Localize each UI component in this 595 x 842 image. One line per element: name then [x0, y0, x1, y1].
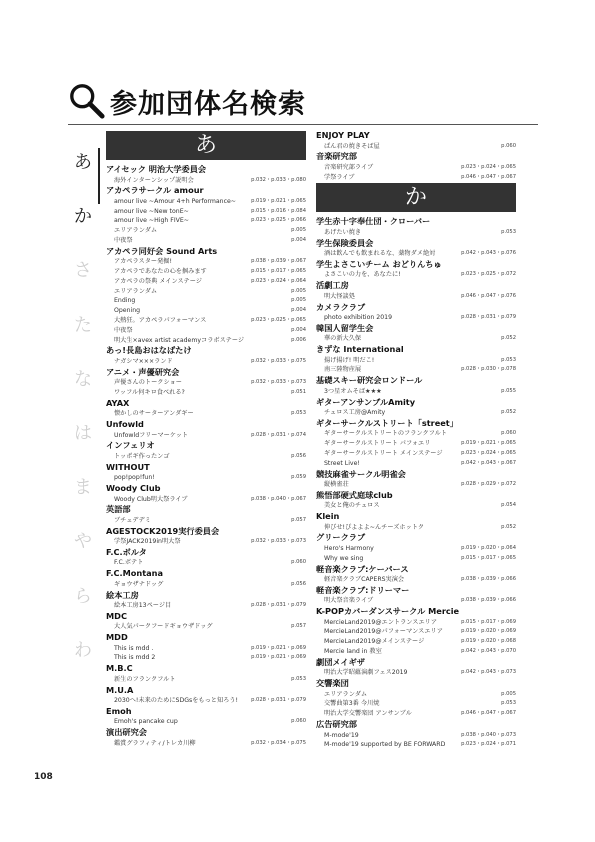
organization-name: 活劇工房 [316, 280, 349, 291]
event-title: amour live ~New tonE~ [114, 207, 189, 215]
organization-name: 劇団メイギザ [316, 656, 365, 667]
event-title: amour live ~Amour 4+h Performance~ [114, 197, 236, 205]
event-title: 海外インターンシップ説明会 [114, 176, 194, 184]
organization-name: F.C.Montana [106, 568, 164, 579]
organization-name: 演出研究会 [106, 727, 147, 738]
organization-name: M.B.C [106, 663, 133, 674]
event-title: Woody Club明大祭ライブ [114, 495, 188, 503]
event-title: M-mode'19 [324, 731, 359, 739]
event-pages: p.038・p.040・p.073 [461, 731, 516, 738]
event-pages: p.004 [291, 236, 306, 243]
event-title: 中夜祭 [114, 236, 133, 244]
event-row [316, 554, 516, 564]
event-title: ワッフル何キロ食べれる? [114, 389, 185, 397]
event-pages: p.042・p.043・p.067 [461, 459, 516, 466]
event-row [316, 449, 516, 459]
organization-name: 軽音楽クラブ:ケーパース [316, 563, 409, 574]
event-title: 中夜祭 [114, 326, 133, 334]
event-title: ギョウザナドッグ [114, 580, 164, 588]
event-row [106, 431, 306, 441]
kana-index-item: ま [74, 477, 92, 499]
event-pages: p.053 [501, 700, 516, 707]
organization-name: アイセック 明治大学委員会 [106, 164, 207, 174]
event-title: 明治大学交響楽団 アンサンブル [324, 710, 412, 718]
event-pages: p.019・p.021・p.065 [461, 440, 516, 447]
event-pages: p.023・p.024・p.064 [251, 277, 306, 284]
event-title: ブチュデデミ [114, 516, 151, 524]
event-title: ぱん君の焼きそば屋 [324, 142, 380, 150]
event-pages: p.060 [501, 430, 516, 437]
event-title: エリアランダム [324, 690, 368, 698]
event-row [316, 709, 516, 719]
event-pages: p.019・p.020・p.064 [461, 544, 516, 551]
event-title: あげたい焼き [324, 228, 362, 236]
organization-name: 絵本工房 [106, 589, 139, 600]
event-pages: p.028・p.031・p.079 [251, 697, 306, 703]
event-row [106, 306, 306, 316]
event-row [106, 257, 306, 267]
event-row [106, 473, 306, 483]
event-pages: p.023・p.024・p.065 [461, 163, 516, 170]
event-title: エリアランダム [114, 227, 158, 235]
event-row [316, 365, 516, 375]
event-title: F.C.ボテト [114, 559, 144, 567]
event-row [316, 439, 516, 449]
kana-index-item: か [74, 206, 92, 228]
event-title: ナガシマ×××ランド [114, 357, 173, 365]
event-pages: p.057 [291, 516, 306, 523]
event-pages: p.023・p.025・p.065 [251, 317, 306, 324]
event-pages: p.046・p.047・p.067 [461, 173, 516, 180]
event-pages: p.052 [501, 523, 516, 530]
event-title: よさこいの力を、あなたに! [324, 271, 401, 279]
event-title: 交響曲第3番 今川焼 [324, 700, 380, 708]
event-row [106, 207, 306, 217]
organization-name: 競技麻雀サークル明雀会 [316, 468, 406, 479]
event-pages: p.052 [501, 409, 516, 416]
event-row [316, 459, 516, 469]
event-row [316, 387, 516, 397]
event-row [316, 637, 516, 647]
event-title: Unfowldフリーマーケット [114, 431, 189, 439]
event-pages: p.056 [291, 580, 306, 587]
event-row [106, 537, 306, 547]
organization-name: Klein [316, 511, 340, 522]
event-pages: p.032・p.033・p.073 [251, 379, 306, 386]
event-row [106, 558, 306, 568]
event-pages: p.028・p.030・p.078 [461, 366, 516, 373]
event-title: 明大生×avex artist academyコラボステージ [114, 336, 245, 344]
organization-name: Emoh [106, 705, 132, 716]
event-pages: p.028・p.031・p.079 [461, 314, 516, 321]
event-pages: p.005 [291, 227, 306, 234]
event-title: アカペラの祭典 メインステージ [114, 277, 202, 285]
kana-index-item: な [74, 368, 92, 390]
event-title: 縦横雀荘 [324, 481, 349, 489]
organization-name: ギターアンサンブルAmity [316, 396, 416, 407]
event-pages: p.038・p.040・p.067 [251, 495, 306, 502]
event-pages: p.032・p.033・p.075 [251, 357, 306, 364]
event-pages: p.015・p.016・p.084 [251, 207, 306, 214]
event-title: 音楽研究部ライブ [324, 163, 374, 171]
event-row [106, 653, 306, 663]
organization-name: ENJOY PLAY [316, 130, 370, 140]
event-pages: p.005 [291, 287, 306, 294]
kana-index-item: わ [74, 639, 92, 661]
event-row [316, 356, 516, 366]
event-title: Why we sing [324, 554, 364, 562]
event-row [106, 296, 306, 306]
kana-index-item: や [74, 531, 92, 553]
page-title: 参加団体名検索 [110, 89, 306, 120]
event-title: 学祭JACK2019in明大祭 [114, 538, 181, 546]
event-row [316, 270, 516, 280]
event-row [316, 575, 516, 585]
event-pages: p.053 [501, 228, 516, 235]
event-row [106, 452, 306, 462]
event-title: 南三陸物産展 [324, 366, 362, 374]
event-title: アカペラスター発掘! [114, 258, 172, 266]
event-pages: p.052 [501, 335, 516, 342]
event-pages: p.019・p.021・p.065 [251, 197, 306, 204]
event-row [316, 668, 516, 678]
organization-name: ギターサークルストリート「street」 [316, 417, 458, 428]
event-row [106, 357, 306, 367]
organization-name: 交響楽団 [316, 678, 349, 689]
kana-index-item: ら [74, 585, 92, 607]
event-title: 新生のフランクフルト [114, 675, 176, 683]
organization-name: F.C.ボルタ [106, 546, 147, 557]
event-row [316, 408, 516, 418]
event-title: 華の新大久保 [324, 335, 362, 343]
organization-name: MDD [106, 632, 128, 643]
header-divider [68, 124, 538, 125]
event-row [106, 277, 306, 287]
event-row [316, 228, 516, 238]
event-row [316, 523, 516, 533]
event-row [106, 696, 306, 706]
event-row [316, 249, 516, 259]
event-pages: p.060 [291, 559, 306, 566]
event-pages: p.023・p.025・p.066 [251, 217, 306, 224]
event-pages: p.057 [291, 623, 306, 630]
event-row [106, 236, 306, 246]
event-title: Street Live! [324, 459, 360, 467]
event-row [316, 647, 516, 657]
organization-name: 熊悟部硬式庭球club [316, 489, 393, 500]
event-title: 伸びせ!ぴよよよ~んチーズホットク [324, 523, 425, 531]
event-row [316, 334, 516, 344]
event-pages: p.015・p.017・p.069 [461, 618, 516, 625]
organization-name: 韓国人留学生会 [316, 322, 374, 333]
organization-name: グリークラブ [316, 532, 366, 543]
event-row [106, 644, 306, 654]
event-title: エリアランダム [114, 287, 158, 295]
kana-index-item: は [74, 422, 92, 444]
event-title: 酒は飲んでも飲まれるな、薬物ダメ絶対 [324, 250, 436, 258]
event-pages: p.060 [291, 718, 306, 725]
event-title: Mercie land in 教室 [324, 648, 382, 656]
event-pages: p.032・p.033・p.073 [251, 538, 306, 545]
event-title: 軽音楽クラブCAPERS実演会 [324, 576, 405, 584]
organization-name: アニメ・声優研究会 [106, 366, 180, 377]
organization-name: 英語部 [106, 504, 131, 515]
event-title: 揚げ揚げ! 明だこ! [324, 356, 375, 364]
event-pages: p.015・p.017・p.065 [251, 268, 306, 275]
event-title: 明治大学昭蘊演劇フェス2019 [324, 669, 408, 677]
event-title: 鑑賞グラフィティ/トレカ川柳 [114, 739, 196, 747]
event-row [316, 501, 516, 511]
event-row [106, 216, 306, 226]
event-pages: p.059 [291, 474, 306, 481]
event-pages: p.004 [291, 326, 306, 333]
event-pages: p.004 [291, 307, 306, 314]
event-row [106, 622, 306, 632]
event-row [316, 429, 516, 439]
event-row [106, 495, 306, 505]
event-row [106, 675, 306, 685]
event-title: 明大祭音楽ライブ [324, 597, 374, 605]
event-row [106, 226, 306, 236]
event-row [106, 580, 306, 590]
event-pages: p.019・p.020・p.069 [461, 628, 516, 635]
event-pages: p.023・p.024・p.071 [461, 741, 516, 748]
event-pages: p.005 [291, 297, 306, 304]
event-pages: p.019・p.020・p.068 [461, 638, 516, 645]
event-title: 大熱狂。アカペラパフォーマンス [114, 317, 207, 325]
event-row [106, 409, 306, 419]
event-pages: p.023・p.025・p.072 [461, 271, 516, 278]
event-pages: p.038・p.039・p.066 [461, 576, 516, 583]
organization-name: あっ!長島おはなばたけ [106, 345, 192, 356]
event-pages: p.015・p.017・p.065 [461, 554, 516, 561]
event-title: アカペラであなたの心を掴みます [114, 268, 207, 276]
event-row [316, 173, 516, 183]
organization-name: 学生保険委員会 [316, 237, 374, 248]
event-row [106, 739, 306, 749]
event-title: 大人気パークフードギョウザドッグ [114, 623, 213, 631]
event-title: This is mdd 2 [114, 654, 156, 662]
organization-name: 学生よさこいチーム おどりんちゅ [316, 258, 442, 269]
event-title: Opening [114, 307, 141, 315]
organization-name: アカペラサークル amour [106, 185, 204, 196]
event-pages: p.054 [501, 502, 516, 509]
event-row [316, 163, 516, 173]
event-pages: p.028・p.029・p.072 [461, 481, 516, 488]
event-row [106, 717, 306, 727]
event-title: MercieLand2019@パフォーマンスエリア [324, 628, 443, 636]
event-title: 3つ星オムそば★★★ [324, 387, 382, 395]
event-pages: p.053 [291, 675, 306, 682]
event-row [106, 336, 306, 346]
event-pages: p.042・p.043・p.070 [461, 648, 516, 655]
event-row [106, 601, 306, 611]
event-row [106, 388, 306, 398]
event-row [106, 287, 306, 297]
kana-active-marker [98, 148, 100, 204]
section-heading: あ [106, 131, 306, 160]
organization-name: AGESTOCK2019実行委員会 [106, 525, 220, 536]
event-row [106, 197, 306, 207]
left-column [106, 130, 306, 748]
organization-name: AYAX [106, 397, 130, 408]
event-row [316, 313, 516, 323]
event-title: M-mode'19 supported by BE FORWARD [324, 741, 446, 749]
event-pages: p.019・p.021・p.069 [251, 644, 306, 651]
event-title: amour live ~High FIVE~ [114, 217, 189, 225]
organization-name: Unfowld [106, 419, 144, 430]
event-title: ギターサークルストリートのフランクフルト [324, 430, 447, 438]
event-title: ギターサークルストリート メインステージ [324, 449, 443, 457]
event-pages: p.046・p.047・p.076 [461, 292, 516, 299]
event-row [316, 740, 516, 750]
organization-name: 音楽研究部 [316, 151, 357, 162]
event-pages: p.006 [291, 336, 306, 343]
organization-name: K-POPカバーダンスサークル Mercie [316, 606, 460, 617]
organization-name: M.U.A [106, 684, 134, 695]
event-pages: p.060 [501, 142, 516, 149]
organization-name: 広告研究部 [316, 719, 357, 729]
event-row [316, 480, 516, 490]
event-row [106, 516, 306, 526]
event-title: 美女と俺のチュロス [324, 502, 380, 510]
kana-index-item: さ [74, 260, 92, 282]
section-heading: か [316, 183, 516, 212]
right-column [316, 130, 516, 750]
event-title: 声優さんのトークショー [114, 379, 182, 387]
event-title: 明大怪談処 [324, 292, 355, 300]
event-row [316, 142, 516, 152]
organization-name: アカペラ同好会 Sound Arts [106, 245, 218, 256]
event-title: トッポギ作ったンゴ [114, 452, 170, 460]
event-pages: p.019・p.021・p.069 [251, 654, 306, 661]
event-title: 2030へ!未来のためにSDGsをもっと知ろう! [114, 697, 239, 704]
organization-name: 基礎スキー研究会ロンドール [316, 375, 423, 386]
event-pages: p.038・p.039・p.066 [461, 597, 516, 604]
event-pages: p.056 [291, 452, 306, 459]
event-row [316, 618, 516, 628]
event-pages: p.053 [291, 410, 306, 417]
kana-index [70, 148, 96, 690]
event-row [316, 627, 516, 637]
event-title: Ending [114, 297, 136, 305]
event-row [106, 176, 306, 186]
organization-name: Woody Club [106, 483, 161, 494]
event-title: MercieLand2019@メインステージ [324, 638, 425, 646]
event-row [106, 326, 306, 336]
event-row [316, 292, 516, 302]
organization-name: MDC [106, 610, 127, 621]
kana-index-item: た [74, 314, 92, 336]
event-title: MercieLand2019@エントランスエリア [324, 618, 438, 626]
organization-name: インフェリオ [106, 440, 155, 451]
event-title: 懐かしのサーターアンダギー [114, 410, 194, 418]
event-title: pop!pop!fun! [114, 474, 155, 482]
event-title: 学祭ライブ [324, 173, 355, 181]
event-pages: p.042・p.043・p.076 [461, 250, 516, 257]
organization-name: WITHOUT [106, 461, 150, 472]
event-pages: p.051 [291, 389, 306, 396]
event-row [106, 378, 306, 388]
event-pages: p.055 [501, 387, 516, 394]
event-title: photo exhibition 2019 [324, 314, 393, 322]
event-title: Hero's Harmony [324, 544, 374, 552]
magnifier-icon [68, 82, 106, 120]
event-pages: p.053 [501, 356, 516, 363]
event-pages: p.032・p.034・p.075 [251, 739, 306, 746]
event-row [316, 544, 516, 554]
kana-index-item: あ [74, 152, 92, 173]
event-pages: p.042・p.043・p.073 [461, 669, 516, 676]
event-title: ギターサークルストリート パフォエリ [324, 440, 431, 448]
organization-name: 学生赤十字奉仕団・クローバー [316, 216, 431, 227]
event-title: 絵本工房13ページ目 [114, 602, 172, 610]
page-number: 108 [34, 772, 53, 782]
event-pages: p.038・p.039・p.067 [251, 258, 306, 265]
organization-name: カメラクラブ [316, 301, 366, 312]
organization-name: きずな International [316, 344, 404, 355]
event-row [106, 316, 306, 326]
event-row [316, 690, 516, 700]
event-title: Emoh's pancake cup [114, 718, 178, 726]
event-pages: p.046・p.047・p.067 [461, 710, 516, 717]
event-pages: p.032・p.033・p.080 [251, 176, 306, 183]
event-pages: p.028・p.031・p.074 [251, 431, 306, 438]
event-row [106, 267, 306, 277]
event-pages: p.023・p.024・p.065 [461, 449, 516, 456]
event-pages: p.028・p.031・p.079 [251, 602, 306, 609]
event-row [316, 596, 516, 606]
event-row [316, 731, 516, 741]
event-title: チュロス工房@Amity [324, 409, 386, 417]
organization-name: 軽音楽クラブ:ドリーマー [316, 584, 410, 595]
event-title: This is mdd . [114, 644, 154, 652]
event-pages: p.005 [501, 690, 516, 697]
event-row [316, 699, 516, 709]
